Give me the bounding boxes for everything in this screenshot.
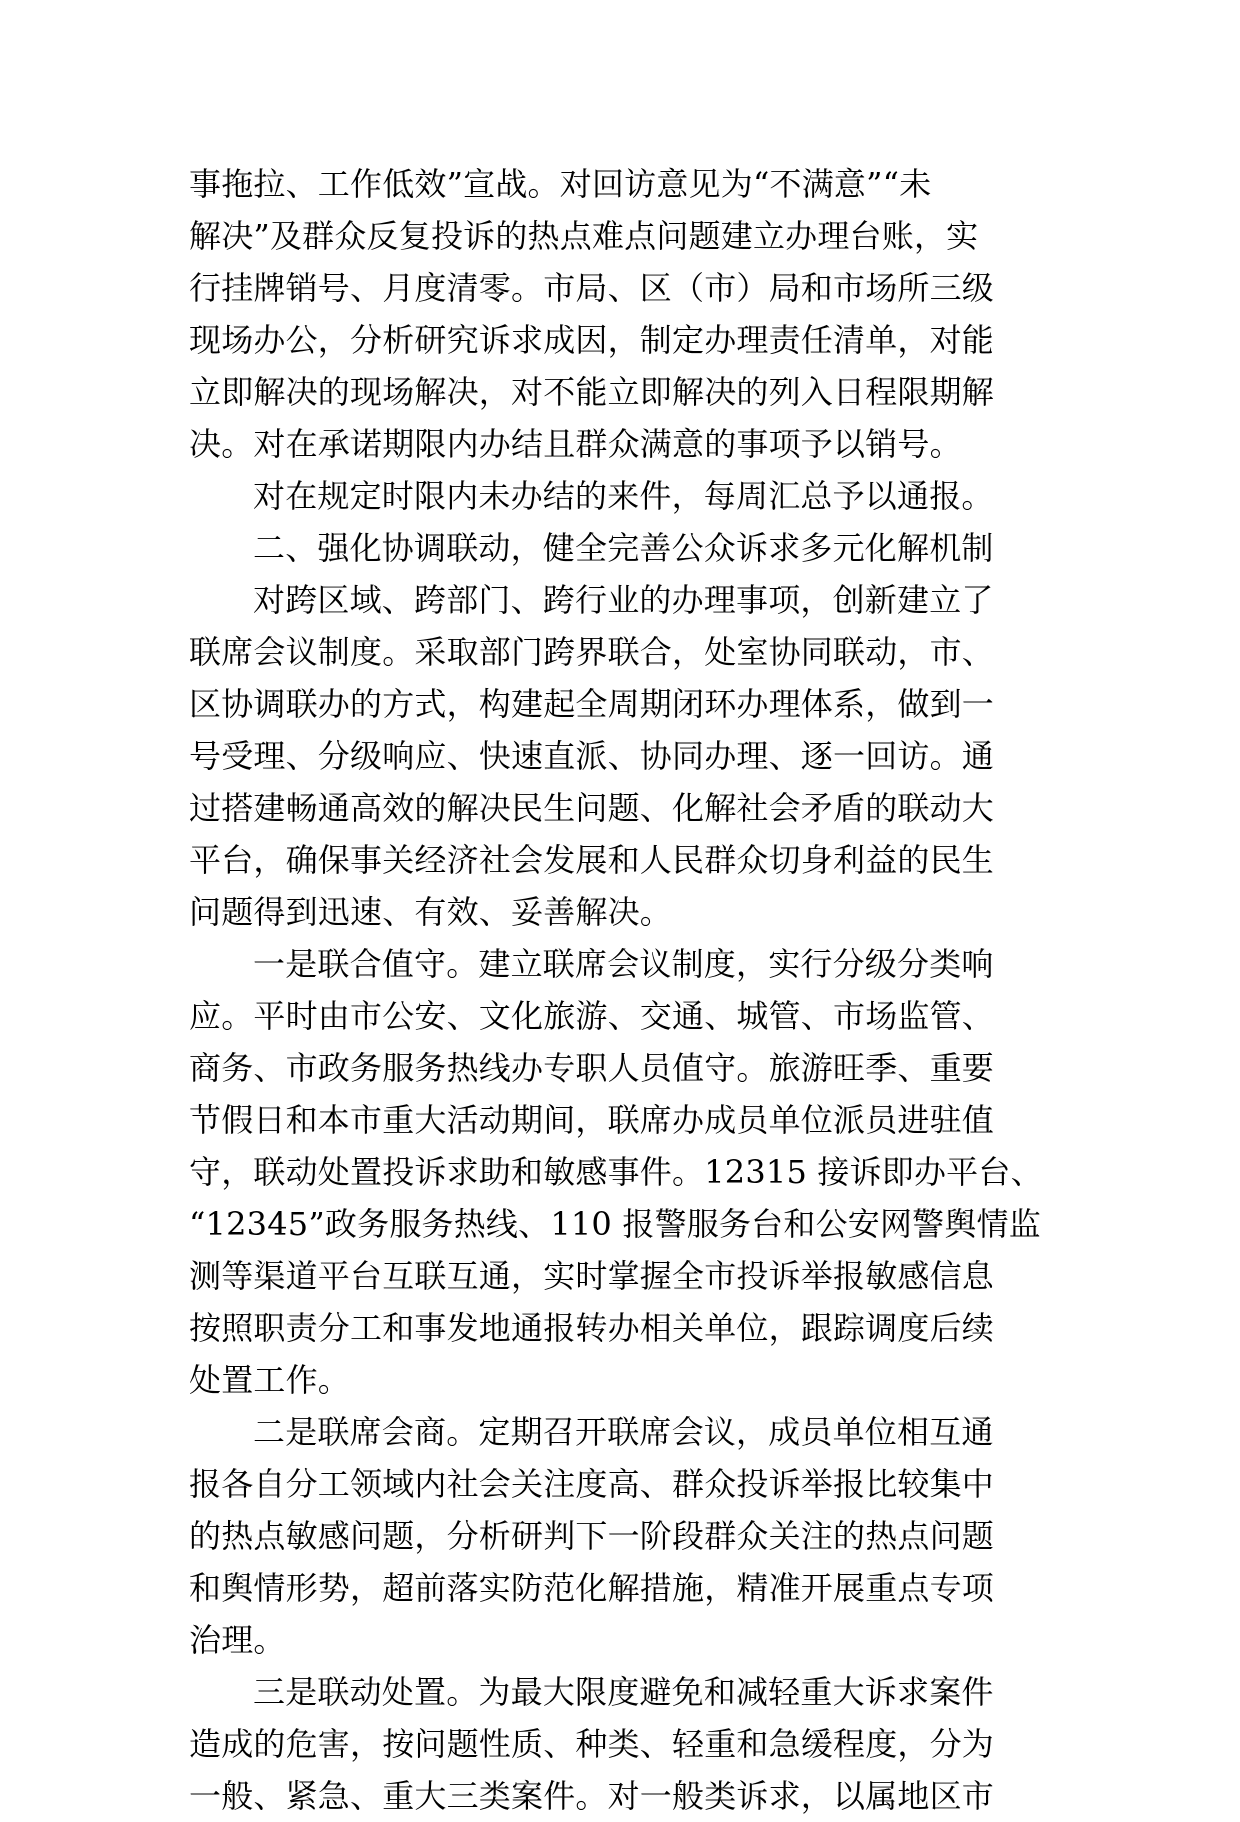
text-line: 事拖拉、工作低效”宣战。对回访意见为“不满意”“未 — [189, 165, 932, 203]
text-line: 商务、市政务服务热线办专职人员值守。旅游旺季、重要 — [189, 1049, 995, 1087]
paragraph — [189, 938, 1055, 1406]
document-body — [189, 158, 1055, 1822]
text-line: 对在规定时限内未办结的来件，每周汇总予以通报。 — [253, 477, 994, 515]
text-line: 报各自分工领域内社会关注度高、群众投诉举报比较集中 — [189, 1465, 995, 1503]
paragraph — [189, 1666, 1055, 1822]
text-line: 区协调联办的方式，构建起全周期闭环办理体系，做到一 — [189, 685, 995, 723]
paragraph — [189, 574, 1055, 938]
text-line: 过搭建畅通高效的解决民生问题、化解社会矛盾的联动大 — [189, 789, 995, 827]
paragraph — [189, 470, 1055, 522]
text-line: 一般、紧急、重大三类案件。对一般类诉求，以属地区市 — [189, 1777, 995, 1815]
text-line: 处置工作。 — [189, 1361, 351, 1399]
text-line: 测等渠道平台互联互通，实时掌握全市投诉举报敏感信息 — [189, 1257, 995, 1295]
text-line: 一是联合值守。建立联席会议制度，实行分级分类响 — [253, 945, 994, 983]
text-line: 二、强化协调联动，健全完善公众诉求多元化解机制 — [253, 529, 994, 567]
text-line: 二是联席会商。定期召开联席会议，成员单位相互通 — [253, 1413, 994, 1451]
text-line: 按照职责分工和事发地通报转办相关单位，跟踪调度后续 — [189, 1309, 995, 1347]
paragraph — [189, 158, 1055, 470]
text-line: 对跨区域、跨部门、跨行业的办理事项，创新建立了 — [253, 581, 994, 619]
text-line: 节假日和本市重大活动期间，联席办成员单位派员进驻值 — [189, 1101, 995, 1139]
text-line: 现场办公，分析研究诉求成因，制定办理责任清单，对能 — [189, 321, 995, 359]
text-line: 平台，确保事关经济社会发展和人民群众切身利益的民生 — [189, 841, 995, 879]
text-line: “12345”政务服务热线、110 报警服务台和公安网警舆情监 — [189, 1205, 1041, 1243]
paragraph — [189, 1406, 1055, 1666]
text-line: 解决”及群众反复投诉的热点难点问题建立办理台账，实 — [189, 217, 979, 255]
text-line: 和舆情形势，超前落实防范化解措施，精准开展重点专项 — [189, 1569, 995, 1607]
text-line: 决。对在承诺期限内办结且群众满意的事项予以销号。 — [189, 425, 962, 463]
text-line: 联席会议制度。采取部门跨界联合，处室协同联动，市、 — [189, 633, 995, 671]
text-line: 行挂牌销号、月度清零。市局、区（市）局和市场所三级 — [189, 269, 995, 307]
section-heading — [189, 522, 1055, 574]
text-line: 造成的危害，按问题性质、种类、轻重和急缓程度，分为 — [189, 1725, 995, 1763]
text-line: 号受理、分级响应、快速直派、协同办理、逐一回访。通 — [189, 737, 995, 775]
text-line: 应。平时由市公安、文化旅游、交通、城管、市场监管、 — [189, 997, 995, 1035]
text-line: 治理。 — [189, 1621, 286, 1659]
text-line: 三是联动处置。为最大限度避免和减轻重大诉求案件 — [253, 1673, 994, 1711]
text-line: 立即解决的现场解决，对不能立即解决的列入日程限期解 — [189, 373, 995, 411]
text-line: 问题得到迅速、有效、妥善解决。 — [189, 893, 673, 931]
text-line: 的热点敏感问题，分析研判下一阶段群众关注的热点问题 — [189, 1517, 995, 1555]
text-line: 守，联动处置投诉求助和敏感事件。12315 接诉即办平台、 — [189, 1153, 1043, 1191]
